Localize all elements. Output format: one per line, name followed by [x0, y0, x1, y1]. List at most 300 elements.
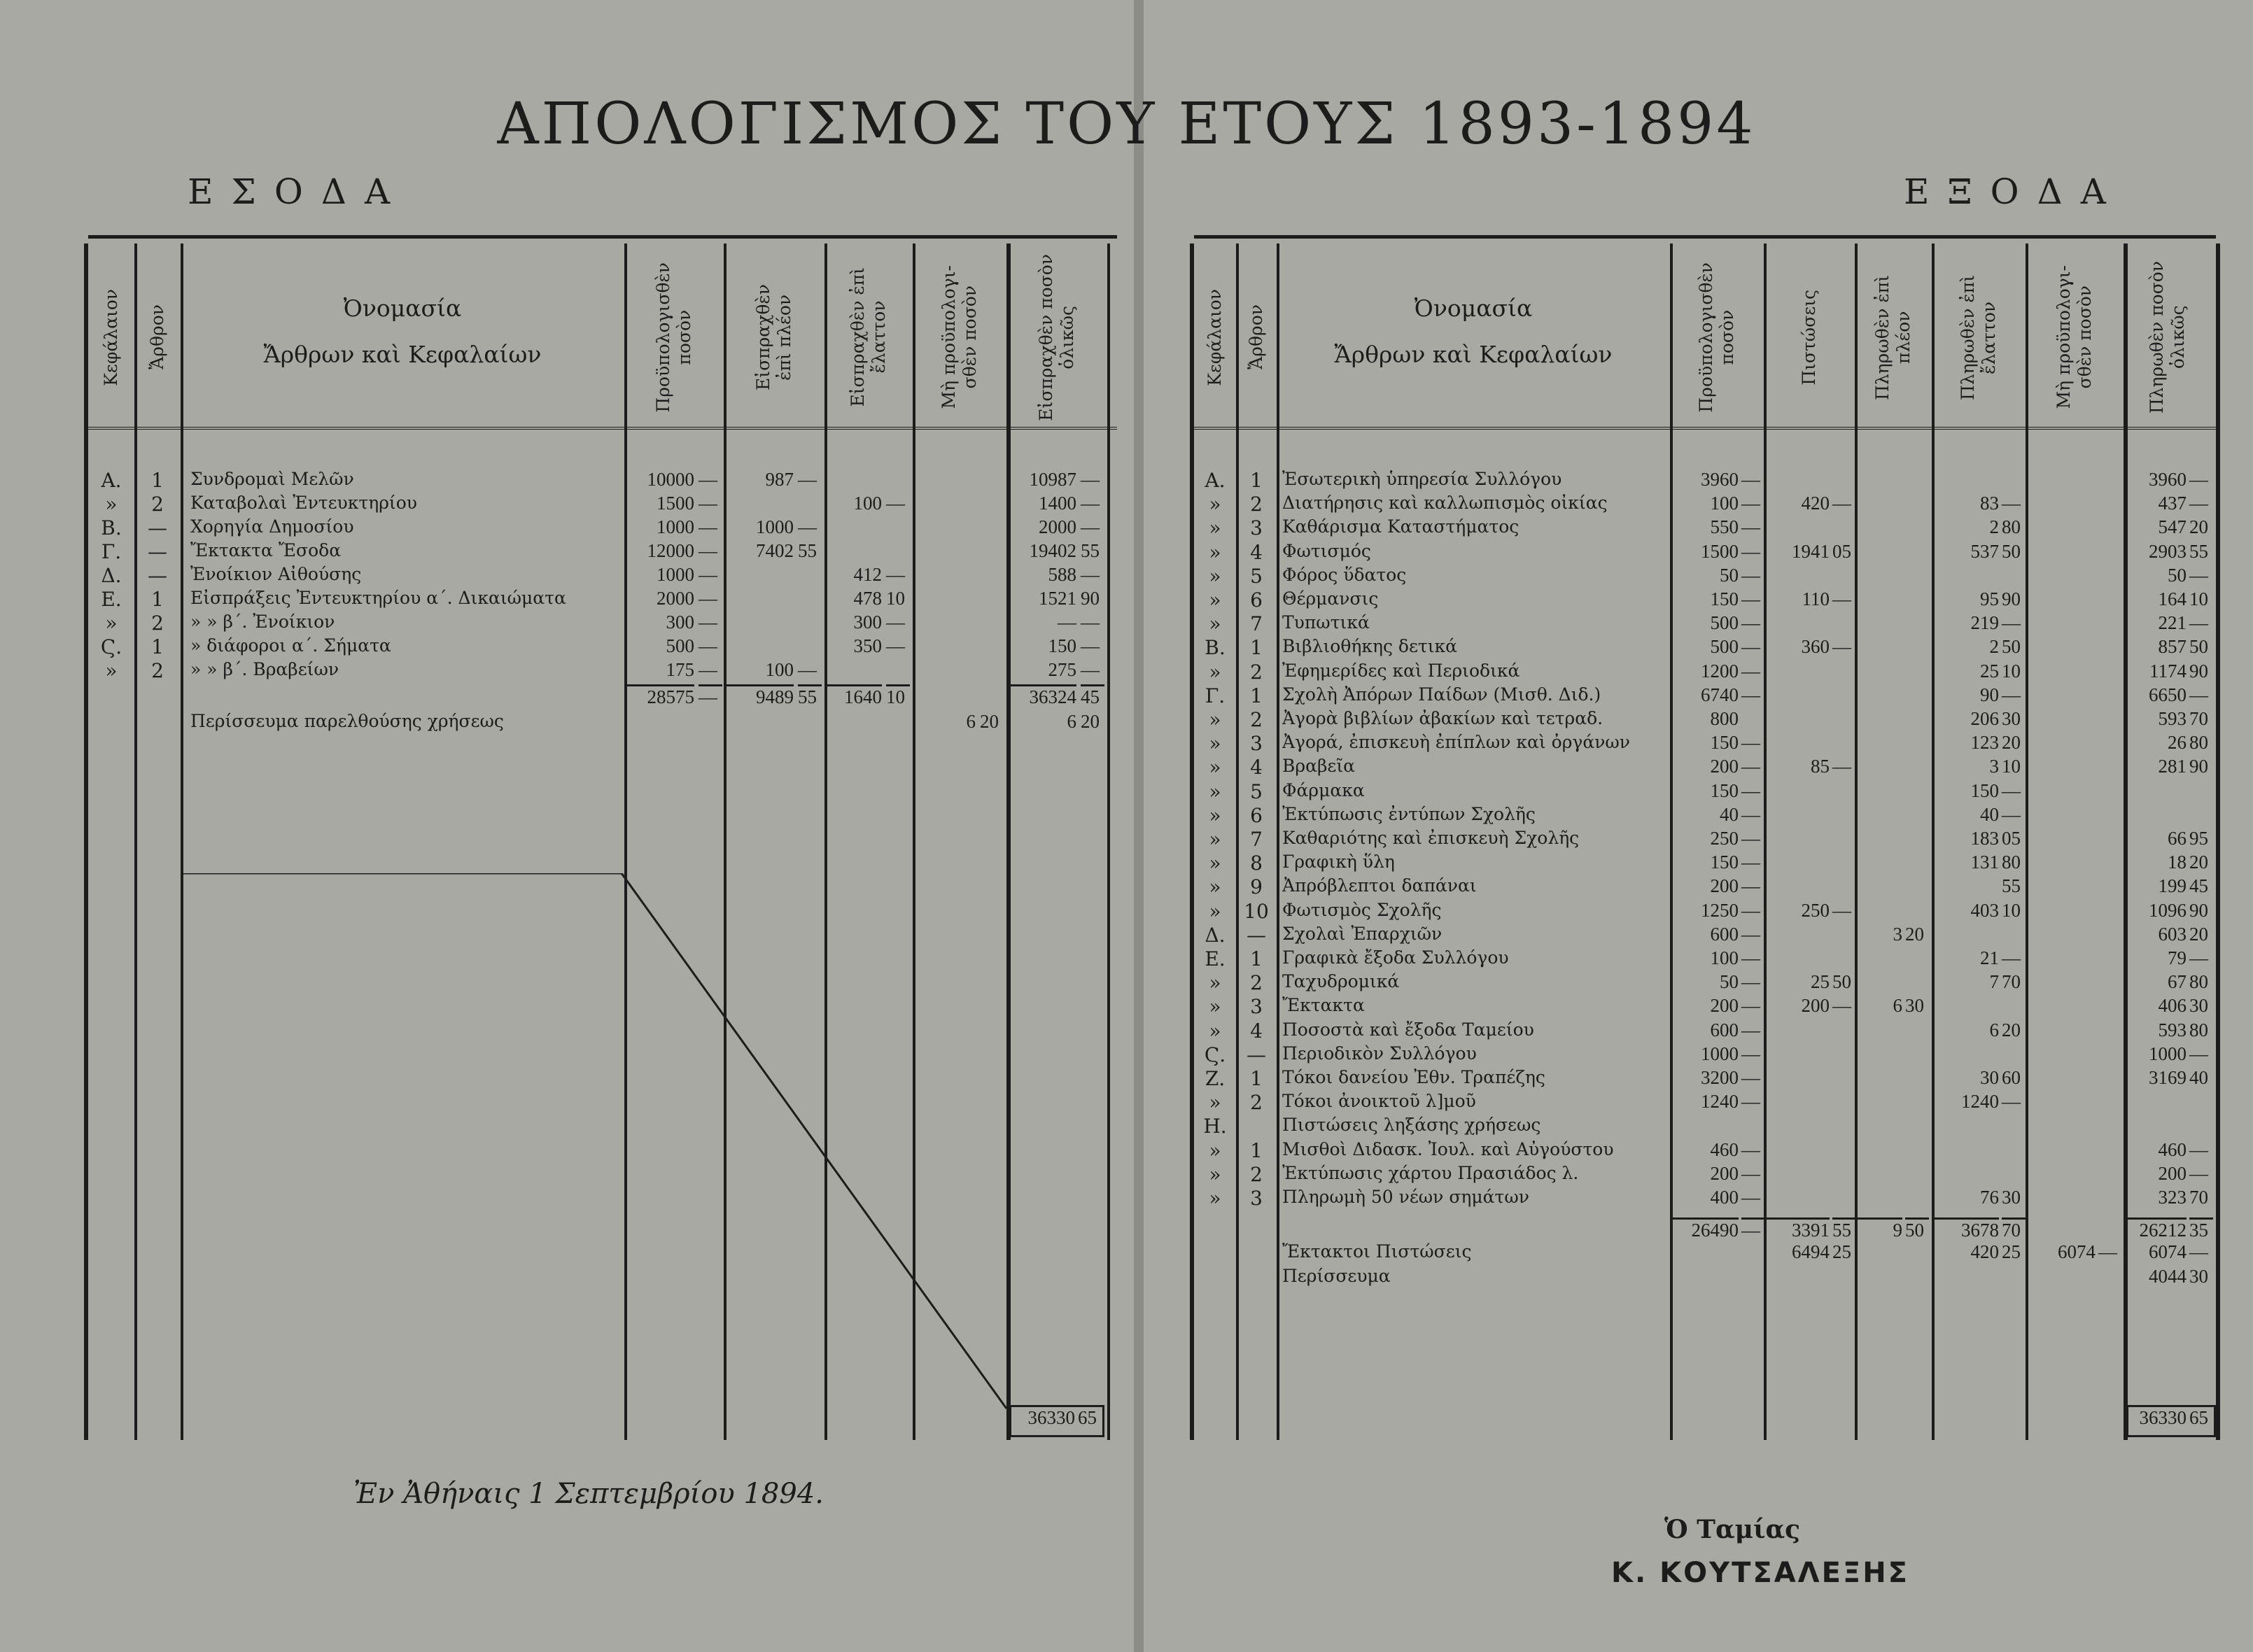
footer-date: Ἐν Ἀθήναις 1 Σεπτεμβρίου 1894. — [353, 1478, 824, 1510]
amount-decimal: 70 — [2189, 708, 2208, 729]
amount-cell: 200 — [1801, 995, 1830, 1016]
row-name: Ἔκτακτοι Πιστώσεις — [1282, 1241, 1472, 1262]
amount-decimal: — — [886, 493, 905, 514]
amount-decimal: 60 — [2002, 1067, 2021, 1088]
header-name-line2: Ἄρθρων καὶ Κεφαλαίων — [263, 341, 542, 368]
row-name: Ἐκτύπωσις χάρτου Πρασιάδος λ. — [1282, 1163, 1579, 1183]
amount-cell: 250 — [1710, 828, 1739, 849]
amount-cell: 300 — [666, 612, 694, 633]
amount-cell: 360 — [1801, 636, 1830, 657]
amount-decimal: — — [699, 659, 717, 680]
row-name: Φωτισμός — [1282, 541, 1371, 561]
header-chapter: Κεφάλαιον — [1205, 288, 1225, 386]
amount-cell: 6 — [1067, 711, 1076, 732]
amount-decimal: 55 — [2189, 541, 2208, 562]
amount-cell: 206 — [1970, 708, 1999, 729]
row-chapter: Β. — [1205, 636, 1226, 659]
amount-cell: 460 — [2158, 1139, 2187, 1160]
amount-cell: 250 — [1801, 900, 1830, 921]
amount-cell: 1521 — [1039, 588, 1076, 609]
amount-decimal: — — [699, 493, 717, 514]
row-chapter: » — [1209, 588, 1221, 612]
amount-decimal: — — [1741, 756, 1760, 777]
row-article: 5 — [1250, 780, 1263, 803]
amount-decimal: 25 — [1832, 1241, 1851, 1262]
amount-cell: 300 — [853, 612, 882, 633]
amount-cell: 26212 — [2126, 1217, 2187, 1241]
amount-decimal: — — [1741, 516, 1760, 537]
amount-decimal: — — [699, 469, 717, 490]
row-chapter: Δ. — [1205, 924, 1226, 947]
amount-cell: 67 — [2168, 971, 2187, 992]
amount-cell: 18 — [2168, 852, 2187, 873]
amount-cell: 200 — [1710, 875, 1739, 896]
row-name: Πιστώσεις ληξάσης χρήσεως — [1282, 1115, 1541, 1135]
amount-cell: 412 — [853, 564, 882, 585]
amount-decimal: — — [1741, 541, 1760, 562]
amount-decimal: 10 — [2189, 588, 2208, 609]
amount-cell: 547 — [2158, 516, 2187, 537]
header-collected-total: Εἰσπραχθὲν ποσὸν ὁλικῶς — [1036, 253, 1077, 421]
amount-decimal: — — [1741, 852, 1760, 873]
amount-cell: 500 — [666, 635, 694, 656]
row-article: 7 — [1250, 828, 1263, 851]
row-article: 1 — [1250, 469, 1263, 492]
amount-decimal: — — [2189, 1163, 2208, 1184]
row-name: Ἐφημερίδες καὶ Περιοδικά — [1282, 661, 1520, 681]
row-name: Καθάρισμα Καταστήματος — [1282, 516, 1519, 537]
amount-decimal: 35 — [2189, 1217, 2213, 1241]
row-article: — — [148, 564, 167, 587]
amount-cell: 1640 — [827, 684, 882, 708]
row-name: Συνδρομαὶ Μελῶν — [190, 469, 354, 489]
amount-cell: 2 — [1989, 516, 1999, 537]
amount-decimal: — — [1741, 684, 1760, 705]
row-name: Διατήρησις καὶ καλλωπισμὸς οἰκίας — [1282, 493, 1608, 513]
amount-cell: 100 — [1710, 947, 1739, 968]
amount-decimal: — — [1081, 635, 1100, 656]
row-name: Θέρμανσις — [1282, 588, 1379, 609]
amount-cell: 6 — [1989, 1019, 1999, 1040]
amount-decimal: — — [2189, 469, 2208, 490]
row-name: Περιοδικὸν Συλλόγου — [1282, 1043, 1477, 1064]
amount-cell: 500 — [1710, 636, 1739, 657]
amount-decimal: 10 — [2002, 661, 2021, 682]
amount-cell: 1500 — [1701, 541, 1739, 562]
row-article: 3 — [1250, 1187, 1263, 1210]
amount-cell: 110 — [1802, 588, 1830, 609]
row-article: 1 — [1250, 947, 1263, 970]
row-article: 2 — [1250, 1091, 1263, 1114]
amount-decimal: — — [1741, 661, 1760, 682]
amount-cell: 500 — [1710, 612, 1739, 633]
amount-decimal: — — [1832, 756, 1851, 777]
row-name: Ἀγορά, ἐπισκευὴ ἐπίπλων καὶ ὀργάνων — [1282, 732, 1630, 752]
amount-cell: 164 — [2158, 588, 2187, 609]
amount-cell: 1500 — [657, 493, 694, 514]
row-name: Ἀπρόβλεπτοι δαπάναι — [1282, 875, 1477, 896]
treasurer-title: Ὁ Ταμίας — [1664, 1515, 1801, 1544]
row-name: Γραφικὴ ὕλη — [1282, 852, 1395, 872]
amount-cell: 6074 — [2149, 1241, 2187, 1262]
amount-decimal: — — [1741, 469, 1760, 490]
amount-cell: 199 — [2158, 875, 2187, 896]
amount-cell: 987 — [765, 469, 794, 490]
amount-cell: 219 — [1970, 612, 1999, 633]
amount-cell: 50 — [1720, 565, 1739, 586]
amount-decimal: — — [1741, 900, 1760, 921]
header-name-line1: Ὀνομασία — [1414, 295, 1533, 322]
amount-cell: 600 — [1710, 924, 1739, 945]
header-article: Ἄρθρον — [147, 304, 167, 370]
amount-cell: 550 — [1710, 516, 1739, 537]
amount-decimal: 20 — [1081, 711, 1100, 732]
row-chapter: Γ. — [101, 540, 122, 563]
header-credits: Πιστώσεις — [1799, 289, 1819, 386]
header-not-budgeted: Μὴ προϋπολογι- σθὲν ποσὸν — [939, 265, 980, 409]
amount-cell: 1250 — [1701, 900, 1739, 921]
row-name: Εἰσπράξεις Ἐντευκτηρίου α΄. Δικαιώματα — [190, 588, 566, 608]
amount-decimal: — — [2189, 565, 2208, 586]
amount-decimal: — — [2189, 684, 2208, 705]
row-chapter: » — [1209, 804, 1221, 827]
row-article: 2 — [1250, 708, 1263, 731]
income-grand-total: 36330 — [1027, 1407, 1075, 1428]
amount-decimal: 55 — [2002, 875, 2021, 896]
row-article: 2 — [151, 493, 164, 516]
amount-decimal: 10 — [886, 684, 910, 708]
row-article: 2 — [1250, 1163, 1263, 1186]
row-article: 8 — [1250, 852, 1263, 875]
amount-cell: 90 — [1980, 684, 1999, 705]
amount-decimal: — — [1741, 1067, 1760, 1088]
row-chapter: » — [1209, 1163, 1221, 1186]
amount-cell: 25 — [1811, 971, 1830, 992]
amount-decimal: — — [1741, 828, 1760, 849]
income-heading: ΕΣΟΔΑ — [188, 171, 409, 212]
amount-cell: 12000 — [647, 540, 694, 561]
amount-decimal: — — [2189, 1043, 2208, 1064]
amount-cell: 10987 — [1029, 469, 1076, 490]
row-chapter: » — [105, 659, 118, 682]
row-chapter: Ε. — [1205, 947, 1226, 970]
amount-cell: 403 — [1970, 900, 1999, 921]
amount-cell: 131 — [1970, 852, 1999, 873]
amount-decimal: — — [1741, 1187, 1760, 1208]
amount-cell: 3678 — [1935, 1217, 1999, 1241]
amount-cell: 30 — [1980, 1067, 1999, 1088]
amount-cell: 79 — [2168, 947, 2187, 968]
header-name-line1: Ὀνομασία — [343, 295, 462, 322]
amount-decimal: 30 — [2189, 995, 2208, 1016]
amount-cell: 1200 — [1701, 661, 1739, 682]
amount-cell: 150 — [1048, 635, 1076, 656]
row-article: 5 — [1250, 565, 1263, 588]
amount-decimal: — — [1741, 780, 1760, 801]
row-article: 4 — [1250, 756, 1263, 779]
row-article: 2 — [1250, 493, 1263, 516]
amount-cell: 3 — [1989, 756, 1999, 777]
amount-decimal: 55 — [798, 684, 822, 708]
amount-cell: 95 — [1980, 588, 1999, 609]
amount-decimal: 70 — [2002, 971, 2021, 992]
amount-decimal: — — [699, 540, 717, 561]
amount-decimal: — — [1081, 659, 1100, 680]
amount-cell: 1240 — [1701, 1091, 1739, 1112]
amount-cell: 150 — [1710, 852, 1739, 873]
row-chapter: » — [1209, 661, 1221, 684]
header-chapter: Κεφάλαιον — [101, 288, 121, 386]
amount-decimal: — — [886, 564, 905, 585]
amount-decimal: — — [699, 635, 717, 656]
amount-cell: 420 — [1970, 1241, 1999, 1262]
amount-cell: 9 — [1858, 1217, 1902, 1241]
amount-cell: 3960 — [1701, 469, 1739, 490]
amount-cell: 6 — [966, 711, 976, 732]
row-chapter: » — [1209, 732, 1221, 755]
row-name: Μισθοὶ Διδασκ. Ἰουλ. καὶ Αὐγούστου — [1282, 1139, 1614, 1159]
row-article: 2 — [1250, 661, 1263, 684]
amount-cell: 221 — [2158, 612, 2187, 633]
amount-cell: 478 — [853, 588, 882, 609]
amount-cell: 3391 — [1767, 1217, 1830, 1241]
amount-decimal: 30 — [1905, 995, 1924, 1016]
header-name — [1277, 285, 1670, 378]
expenses-heading: ΕΞΟΔΑ — [1904, 171, 2124, 212]
expenses-grand-total-decimal: 65 — [2189, 1407, 2208, 1428]
amount-decimal: 80 — [2189, 1019, 2208, 1040]
amount-decimal: — — [1832, 493, 1851, 514]
amount-cell: 6074 — [2058, 1241, 2096, 1262]
row-name: Ἔκτακτα — [1282, 995, 1365, 1015]
row-chapter: Α. — [101, 469, 122, 492]
amount-decimal: 80 — [2189, 732, 2208, 753]
row-chapter: » — [1209, 875, 1221, 898]
header-budgeted: Προϋπολογισθὲν ποσὸν — [653, 262, 694, 413]
amount-cell: 593 — [2158, 1019, 2187, 1040]
row-article: 6 — [1250, 804, 1263, 827]
row-chapter: Ϛ. — [100, 635, 122, 658]
amount-cell: 2 — [1989, 636, 1999, 657]
amount-decimal: 20 — [980, 711, 999, 732]
amount-decimal: — — [2002, 804, 2021, 825]
row-name: Σχολαὶ Ἐπαρχιῶν — [1282, 924, 1443, 944]
amount-cell: 100 — [765, 659, 794, 680]
amount-decimal: 50 — [2189, 636, 2208, 657]
row-name: Φάρμακα — [1282, 780, 1365, 800]
header-collected-less: Εἰσπραχθὲν ἐπὶ ἔλαττον — [848, 267, 889, 407]
amount-decimal: 20 — [2002, 1019, 2021, 1040]
amount-decimal: 20 — [2189, 852, 2208, 873]
amount-decimal: — — [2189, 612, 2208, 633]
row-name: Ποσοστὰ καὶ ἔξοδα Ταμείου — [1282, 1019, 1534, 1040]
amount-decimal: — — [1081, 516, 1100, 537]
amount-decimal: 10 — [2002, 756, 2021, 777]
row-name: Πληρωμὴ 50 νέων σημάτων — [1282, 1187, 1529, 1207]
amount-cell: 175 — [666, 659, 694, 680]
amount-decimal: 80 — [2002, 852, 2021, 873]
amount-cell: 275 — [1048, 659, 1076, 680]
row-name: Περίσσευμα παρελθούσης χρήσεως — [190, 711, 504, 731]
amount-cell: 28575 — [627, 684, 694, 708]
header-paid-total: Πληρωθὲν ποσὸν ὁλικῶς — [2147, 260, 2188, 414]
amount-decimal: 40 — [2189, 1067, 2208, 1088]
amount-decimal: — — [1741, 1091, 1760, 1112]
row-name: Φόρος ὕδατος — [1282, 565, 1407, 585]
row-chapter: » — [1209, 493, 1221, 516]
row-name: Καταβολαὶ Ἐντευκτηρίου — [190, 493, 417, 513]
row-name: » » β΄. Βραβείων — [190, 659, 339, 679]
row-chapter: Ζ. — [1205, 1067, 1226, 1090]
amount-cell: 281 — [2158, 756, 2187, 777]
amount-decimal: 20 — [2189, 924, 2208, 945]
amount-decimal: 05 — [2002, 828, 2021, 849]
amount-cell: 85 — [1811, 756, 1830, 777]
amount-cell: 350 — [853, 635, 882, 656]
amount-cell: 420 — [1801, 493, 1830, 514]
amount-cell: 200 — [2158, 1163, 2187, 1184]
row-article: 2 — [151, 612, 164, 635]
row-article: — — [1247, 1043, 1266, 1066]
amount-decimal: — — [798, 659, 817, 680]
amount-decimal: — — [1832, 995, 1851, 1016]
amount-cell: 4044 — [2149, 1266, 2187, 1287]
amount-decimal: 25 — [2002, 1241, 2021, 1262]
row-article: 10 — [1244, 900, 1269, 923]
expenses-ledger — [1190, 243, 2220, 1440]
row-chapter: » — [1209, 1091, 1221, 1114]
amount-cell: 26 — [2168, 732, 2187, 753]
page-fold — [1134, 0, 1144, 1652]
amount-cell: 1000 — [756, 516, 794, 537]
amount-decimal: 45 — [1081, 684, 1104, 708]
amount-decimal: — — [2189, 493, 2208, 514]
income-grand-total-decimal: 65 — [1078, 1407, 1097, 1428]
amount-cell: 7402 — [756, 540, 794, 561]
header-not-budgeted: Μὴ προϋπολογι- σθὲν ποσὸν — [2054, 265, 2095, 409]
amount-decimal: — — [1081, 612, 1100, 633]
amount-decimal: — — [699, 684, 722, 708]
header-name — [181, 285, 624, 378]
amount-cell: 2000 — [657, 588, 694, 609]
row-name: Ἀγορὰ βιβλίων ἀβακίων καὶ τετραδ. — [1282, 708, 1603, 728]
amount-decimal: — — [2002, 1091, 2021, 1112]
row-chapter: » — [1209, 1019, 1221, 1043]
row-name: Ἐκτύπωσις ἐντύπων Σχολῆς — [1282, 804, 1536, 824]
row-article: 1 — [151, 635, 164, 658]
header-separator — [1194, 427, 2216, 430]
amount-decimal: 10 — [2002, 900, 2021, 921]
amount-cell: 50 — [2168, 565, 2187, 586]
amount-decimal: — — [2002, 947, 2021, 968]
amount-cell: 21 — [1980, 947, 1999, 968]
amount-cell: 1096 — [2149, 900, 2187, 921]
amount-cell: 100 — [853, 493, 882, 514]
row-chapter: » — [1209, 780, 1221, 803]
amount-decimal: — — [1741, 875, 1760, 896]
row-chapter: » — [1209, 612, 1221, 635]
header-article: Ἄρθρον — [1246, 304, 1266, 370]
amount-cell: 19402 — [1029, 540, 1076, 561]
row-name: » διάφοροι α΄. Σήματα — [190, 635, 391, 656]
amount-cell: 123 — [1970, 732, 1999, 753]
amount-decimal: — — [1741, 1217, 1765, 1241]
row-article: 6 — [1250, 588, 1263, 612]
amount-cell: 200 — [1710, 1163, 1739, 1184]
amount-decimal: — — [1741, 1019, 1760, 1040]
row-chapter: » — [1209, 541, 1221, 564]
column-rule — [134, 243, 137, 1440]
amount-decimal: 50 — [2002, 541, 2021, 562]
amount-decimal: — — [1741, 565, 1760, 586]
row-chapter: » — [1209, 516, 1221, 539]
amount-cell: 150 — [1710, 588, 1739, 609]
page-title: ΑΠΟΛΟΓΙΣΜΟΣ ΤΟΥ ΕΤΟΥΣ 1893-1894 — [497, 91, 1756, 157]
row-name: Τόκοι ἀνοικτοῦ λ]μοῦ — [1282, 1091, 1476, 1111]
row-article: 4 — [1250, 1019, 1263, 1043]
amount-decimal: — — [2002, 612, 2021, 633]
amount-cell: 7 — [1989, 971, 1999, 992]
row-name: Χορηγία Δημοσίου — [190, 516, 354, 537]
amount-decimal: 30 — [2002, 1187, 2021, 1208]
row-name: Ἔκτακτα Ἔσοδα — [190, 540, 342, 560]
amount-cell: 1000 — [657, 564, 694, 585]
amount-cell: 10000 — [647, 469, 694, 490]
amount-cell: 1000 — [1701, 1043, 1739, 1064]
amount-decimal: — — [699, 612, 717, 633]
amount-decimal: 05 — [1832, 541, 1851, 562]
amount-cell: 150 — [1710, 732, 1739, 753]
amount-decimal: — — [1741, 947, 1760, 968]
row-article: 2 — [151, 659, 164, 682]
row-chapter: Γ. — [1205, 684, 1226, 707]
amount-decimal: 45 — [2189, 875, 2208, 896]
amount-decimal: — — [1741, 732, 1760, 753]
row-chapter: » — [1209, 565, 1221, 588]
row-chapter: » — [1209, 995, 1221, 1018]
amount-cell: 1000 — [657, 516, 694, 537]
header-collected-more: Εἰσπραχθὲν ἐπὶ πλέον — [753, 284, 794, 390]
amount-decimal: — — [2189, 1139, 2208, 1160]
amount-cell: 323 — [2158, 1187, 2187, 1208]
income-ledger — [84, 243, 1117, 1440]
row-chapter: Β. — [101, 516, 122, 539]
amount-decimal: 90 — [2189, 900, 2208, 921]
amount-cell: 6650 — [2149, 684, 2187, 705]
amount-decimal: — — [699, 564, 717, 585]
amount-cell: 40 — [1980, 804, 1999, 825]
row-article: 3 — [1250, 732, 1263, 755]
header-paid-less: Πληρωθὲν ἐπὶ ἔλαττον — [1958, 274, 1999, 400]
amount-decimal: — — [1741, 588, 1760, 609]
row-article: — — [148, 516, 167, 539]
treasurer-name: Κ. ΚΟΥΤΣΑΛΕΞΗΣ — [1611, 1557, 1910, 1589]
row-article: 1 — [1250, 684, 1263, 707]
ledger-top-rule — [1194, 235, 2216, 239]
amount-decimal: 20 — [1905, 924, 1924, 945]
amount-cell: 3960 — [2149, 469, 2187, 490]
row-article: 3 — [1250, 516, 1263, 539]
amount-decimal: 55 — [1081, 540, 1100, 561]
amount-cell: 200 — [1710, 756, 1739, 777]
amount-decimal: — — [798, 469, 817, 490]
header-paid-more: Πληρωθὲν ἐπὶ πλέον — [1872, 274, 1914, 400]
header-name-line2: Ἄρθρων καὶ Κεφαλαίων — [1334, 341, 1613, 368]
row-chapter: » — [105, 493, 118, 516]
amount-cell: 857 — [2158, 636, 2187, 657]
row-name: Βιβλιοθήκης δετικά — [1282, 636, 1458, 656]
amount-cell: — — [1058, 612, 1076, 633]
